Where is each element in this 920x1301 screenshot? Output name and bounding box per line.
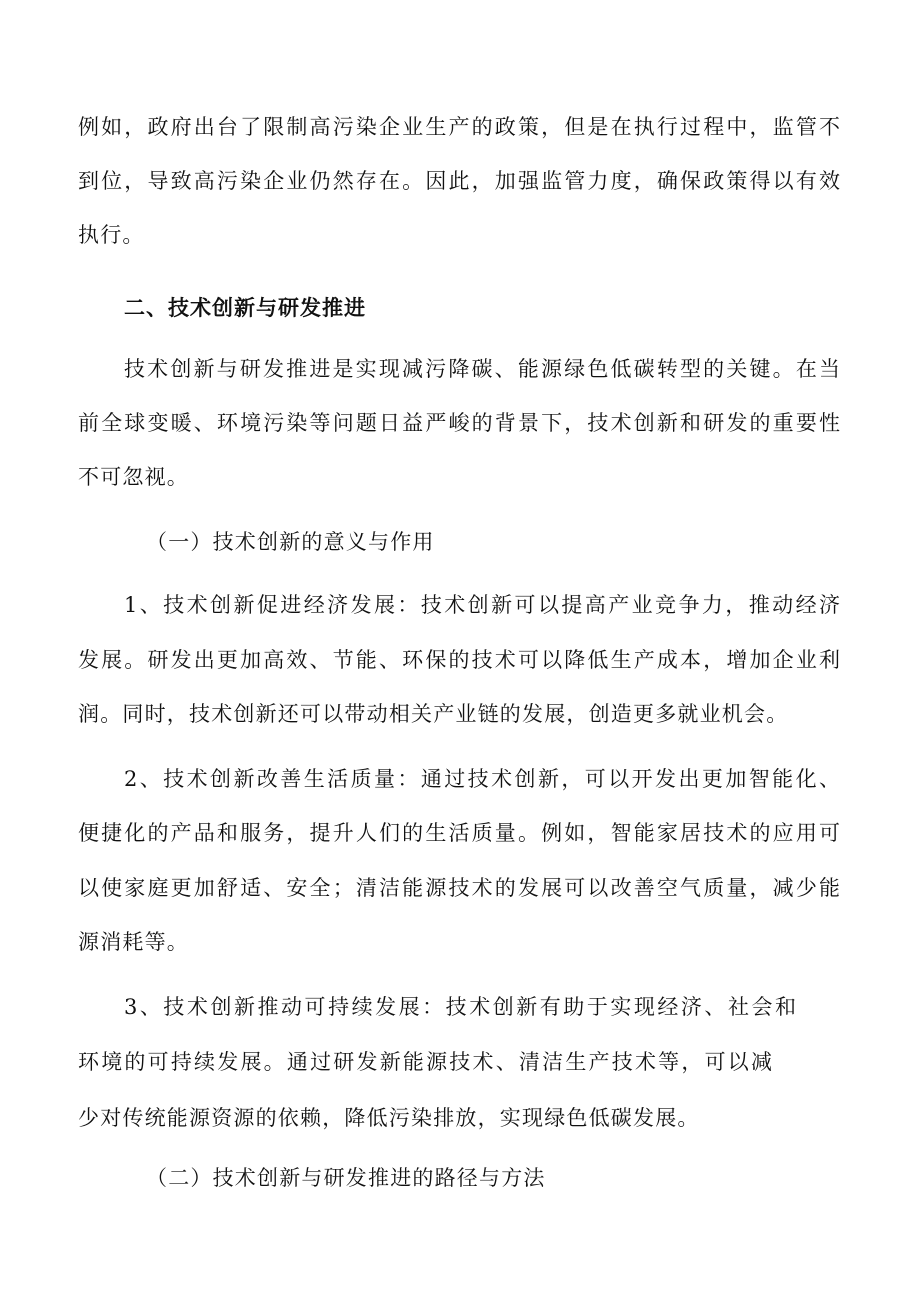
item-1-line-2: 发展。研发出更加高效、节能、环保的技术可以降低生产成本，增加企业利 <box>78 648 840 672</box>
item-2-line-1: 2、技术创新改善生活质量：通过技术创新，可以开发出更加智能化、 <box>124 767 840 791</box>
paragraph-section-line-1: 技术创新与研发推进是实现减污降碳、能源绿色低碳转型的关键。在当 <box>124 357 840 381</box>
item-2-line-4: 源消耗等。 <box>78 930 189 954</box>
section-heading: 二、技术创新与研发推进 <box>124 296 366 320</box>
paragraph-intro-line-1: 例如，政府出台了限制高污染企业生产的政策，但是在执行过程中，监管不 <box>78 115 840 139</box>
item-3-line-3: 少对传统能源资源的依赖，降低污染排放，实现绿色低碳发展。 <box>78 1106 700 1130</box>
paragraph-section-line-3: 不可忽视。 <box>78 465 189 489</box>
subheading-1: （一）技术创新的意义与作用 <box>146 530 435 554</box>
paragraph-intro-line-2: 到位，导致高污染企业仍然存在。因此，加强监管力度，确保政策得以有效 <box>78 169 840 193</box>
item-1-line-3: 润。同时，技术创新还可以带动相关产业链的发展，创造更多就业机会。 <box>78 702 789 726</box>
item-3-line-2: 环境的可持续发展。通过研发新能源技术、清洁生产技术等，可以减 <box>78 1050 772 1074</box>
item-3-line-1: 3、技术创新推动可持续发展：技术创新有助于实现经济、社会和 <box>124 995 796 1019</box>
paragraph-intro-line-3: 执行。 <box>78 223 145 247</box>
item-2-line-2: 便捷化的产品和服务，提升人们的生活质量。例如，智能家居技术的应用可 <box>78 821 840 845</box>
item-1-line-1: 1、技术创新促进经济发展：技术创新可以提高产业竞争力，推动经济 <box>124 593 840 617</box>
paragraph-section-line-2: 前全球变暖、环境污染等问题日益严峻的背景下，技术创新和研发的重要性 <box>78 411 840 435</box>
item-2-line-3: 以使家庭更加舒适、安全；清洁能源技术的发展可以改善空气质量，减少能 <box>78 876 840 900</box>
subheading-2: （二）技术创新与研发推进的路径与方法 <box>146 1166 546 1190</box>
